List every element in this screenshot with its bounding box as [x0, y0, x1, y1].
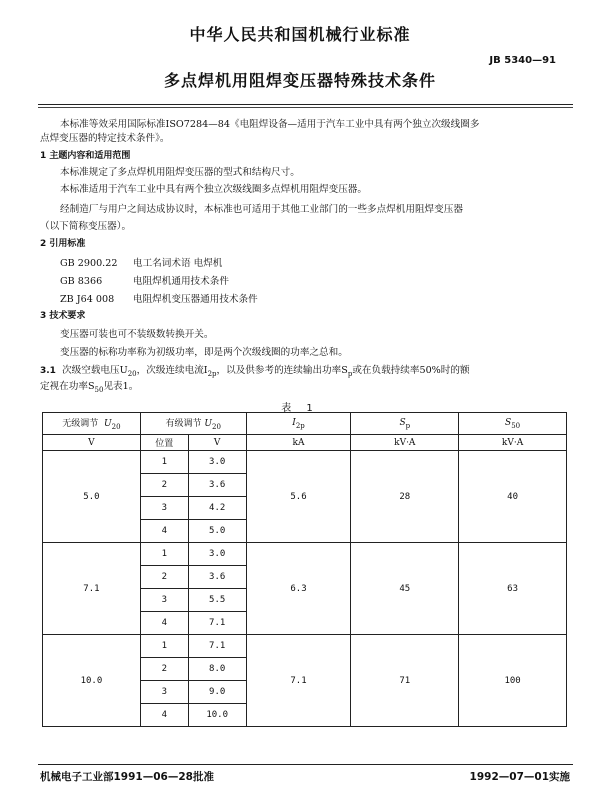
cell-voltage: 3.0 — [188, 451, 246, 474]
implementation-date: 1992—07—01实施 — [469, 771, 570, 783]
unit-ka: kA — [246, 435, 351, 451]
cell-s50: 100 — [459, 635, 567, 727]
ref-name-1: 电工名词术语 电焊机 — [133, 258, 223, 269]
table-row — [43, 635, 567, 658]
cell-position: 3 — [140, 681, 188, 704]
header-power-s50: $S_{50}$ — [459, 413, 567, 435]
unit-kva-s50: kV·A — [459, 435, 567, 451]
header-power-sp: $S_p$ — [351, 413, 459, 435]
section-1-line-1: 本标准规定了多点焊机用阻焊变压器的型式和结构尺寸。 — [60, 167, 300, 178]
cell-position: 3 — [140, 589, 188, 612]
cell-position: 3 — [140, 497, 188, 520]
cell-position: 1 — [140, 635, 188, 658]
ref-code-3: ZB J64 008 — [60, 294, 115, 305]
ref-code-1: GB 2900.22 — [60, 258, 118, 269]
header-current: $I_{2p}$ — [246, 413, 351, 435]
standard-code: JB 5340—91 — [489, 55, 556, 66]
section-3-heading: 3 技术要求 — [40, 311, 86, 321]
ref-code-2: GB 8366 — [60, 276, 103, 287]
cell-position: 1 — [140, 543, 188, 566]
cell-voltage: 3.0 — [188, 543, 246, 566]
cell-voltage: 10.0 — [188, 704, 246, 727]
section-3-line-2: 变压器的标称功率称为初级功率，即是两个次级线圈的功率之总和。 — [60, 347, 348, 358]
cell-voltage: 7.1 — [188, 635, 246, 658]
header-stepped: 有级调节 $U_{20}$ — [140, 413, 246, 435]
header-rule-thin — [38, 107, 573, 108]
document-title: 多点焊机用阻焊变压器特殊技术条件 — [163, 71, 436, 90]
ref-name-2: 电阻焊机通用技术条件 — [133, 276, 229, 287]
cell-position: 2 — [140, 566, 188, 589]
cell-s50: 63 — [459, 543, 567, 635]
cell-sp: 45 — [351, 543, 459, 635]
cell-voltage: 9.0 — [188, 681, 246, 704]
header-stepless: 无级调节 $U_{20}$ — [43, 413, 141, 435]
cell-s50: 40 — [459, 451, 567, 543]
header-rule — [38, 104, 573, 105]
table-unit-row — [43, 435, 567, 451]
clause-3-1-line-1: 3.1 次级空载电压$U_{20}$，次级连续电流$I_{2p}$，以及供参考的连续输出功率$S_p$或在负载持续率50%时的额 — [40, 365, 470, 378]
cell-position: 1 — [140, 451, 188, 474]
section-1-line-4: （以下简称变压器）。 — [40, 221, 132, 232]
section-3-line-1: 变压器可装也可不装级数转换开关。 — [60, 329, 214, 340]
cell-u20: 10.0 — [43, 635, 141, 727]
cell-voltage: 5.5 — [188, 589, 246, 612]
cell-voltage: 7.1 — [188, 612, 246, 635]
cell-sp: 28 — [351, 451, 459, 543]
intro-line-1: 本标准等效采用国际标准ISO7284—84《电阻焊设备—适用于汽车工业中具有两个独立次级线圈多 — [60, 119, 480, 130]
cell-voltage: 3.6 — [188, 566, 246, 589]
issuing-organization: 中华人民共和国机械行业标准 — [189, 25, 411, 44]
cell-u20: 7.1 — [43, 543, 141, 635]
section-1-line-3: 经制造厂与用户之间达成协议时，本标准也可适用于其他工业部门的一些多点焊机用阻焊变压器 — [60, 204, 463, 215]
approval-date: 机械电子工业部1991—06—28批准 — [40, 771, 214, 783]
cell-u20: 5.0 — [43, 451, 141, 543]
header-position: 位置 — [140, 435, 188, 451]
cell-position: 2 — [140, 658, 188, 681]
table-header-row — [43, 413, 567, 435]
cell-position: 4 — [140, 704, 188, 727]
cell-current: 6.3 — [246, 543, 351, 635]
unit-kva-sp: kV·A — [351, 435, 459, 451]
clause-3-1-line-2: 定视在功率$S_{50}$见表1。 — [40, 381, 139, 394]
cell-position: 4 — [140, 520, 188, 543]
cell-voltage: 4.2 — [188, 497, 246, 520]
section-1-line-2: 本标准适用于汽车工业中具有两个独立次级线圈多点焊机用阻焊变压器。 — [60, 184, 367, 195]
table-row — [43, 543, 567, 566]
clause-3-1-number: 3.1 — [40, 366, 56, 376]
cell-sp: 71 — [351, 635, 459, 727]
cell-current: 5.6 — [246, 451, 351, 543]
table-row — [43, 451, 567, 474]
cell-position: 2 — [140, 474, 188, 497]
section-2-heading: 2 引用标准 — [40, 239, 86, 249]
cell-voltage: 5.0 — [188, 520, 246, 543]
cell-voltage: 3.6 — [188, 474, 246, 497]
section-1-heading: 1 主题内容和适用范围 — [40, 151, 131, 161]
unit-volt: V — [43, 435, 141, 451]
unit-volt-stepped: V — [188, 435, 246, 451]
ref-name-3: 电阻焊机变压器通用技术条件 — [133, 294, 258, 305]
footer-rule — [38, 764, 573, 765]
specification-table — [42, 412, 567, 727]
cell-current: 7.1 — [246, 635, 351, 727]
cell-position: 4 — [140, 612, 188, 635]
cell-voltage: 8.0 — [188, 658, 246, 681]
intro-line-2: 点焊变压器的特定技术条件》。 — [40, 133, 170, 144]
table-caption: 表 1 — [281, 403, 319, 414]
